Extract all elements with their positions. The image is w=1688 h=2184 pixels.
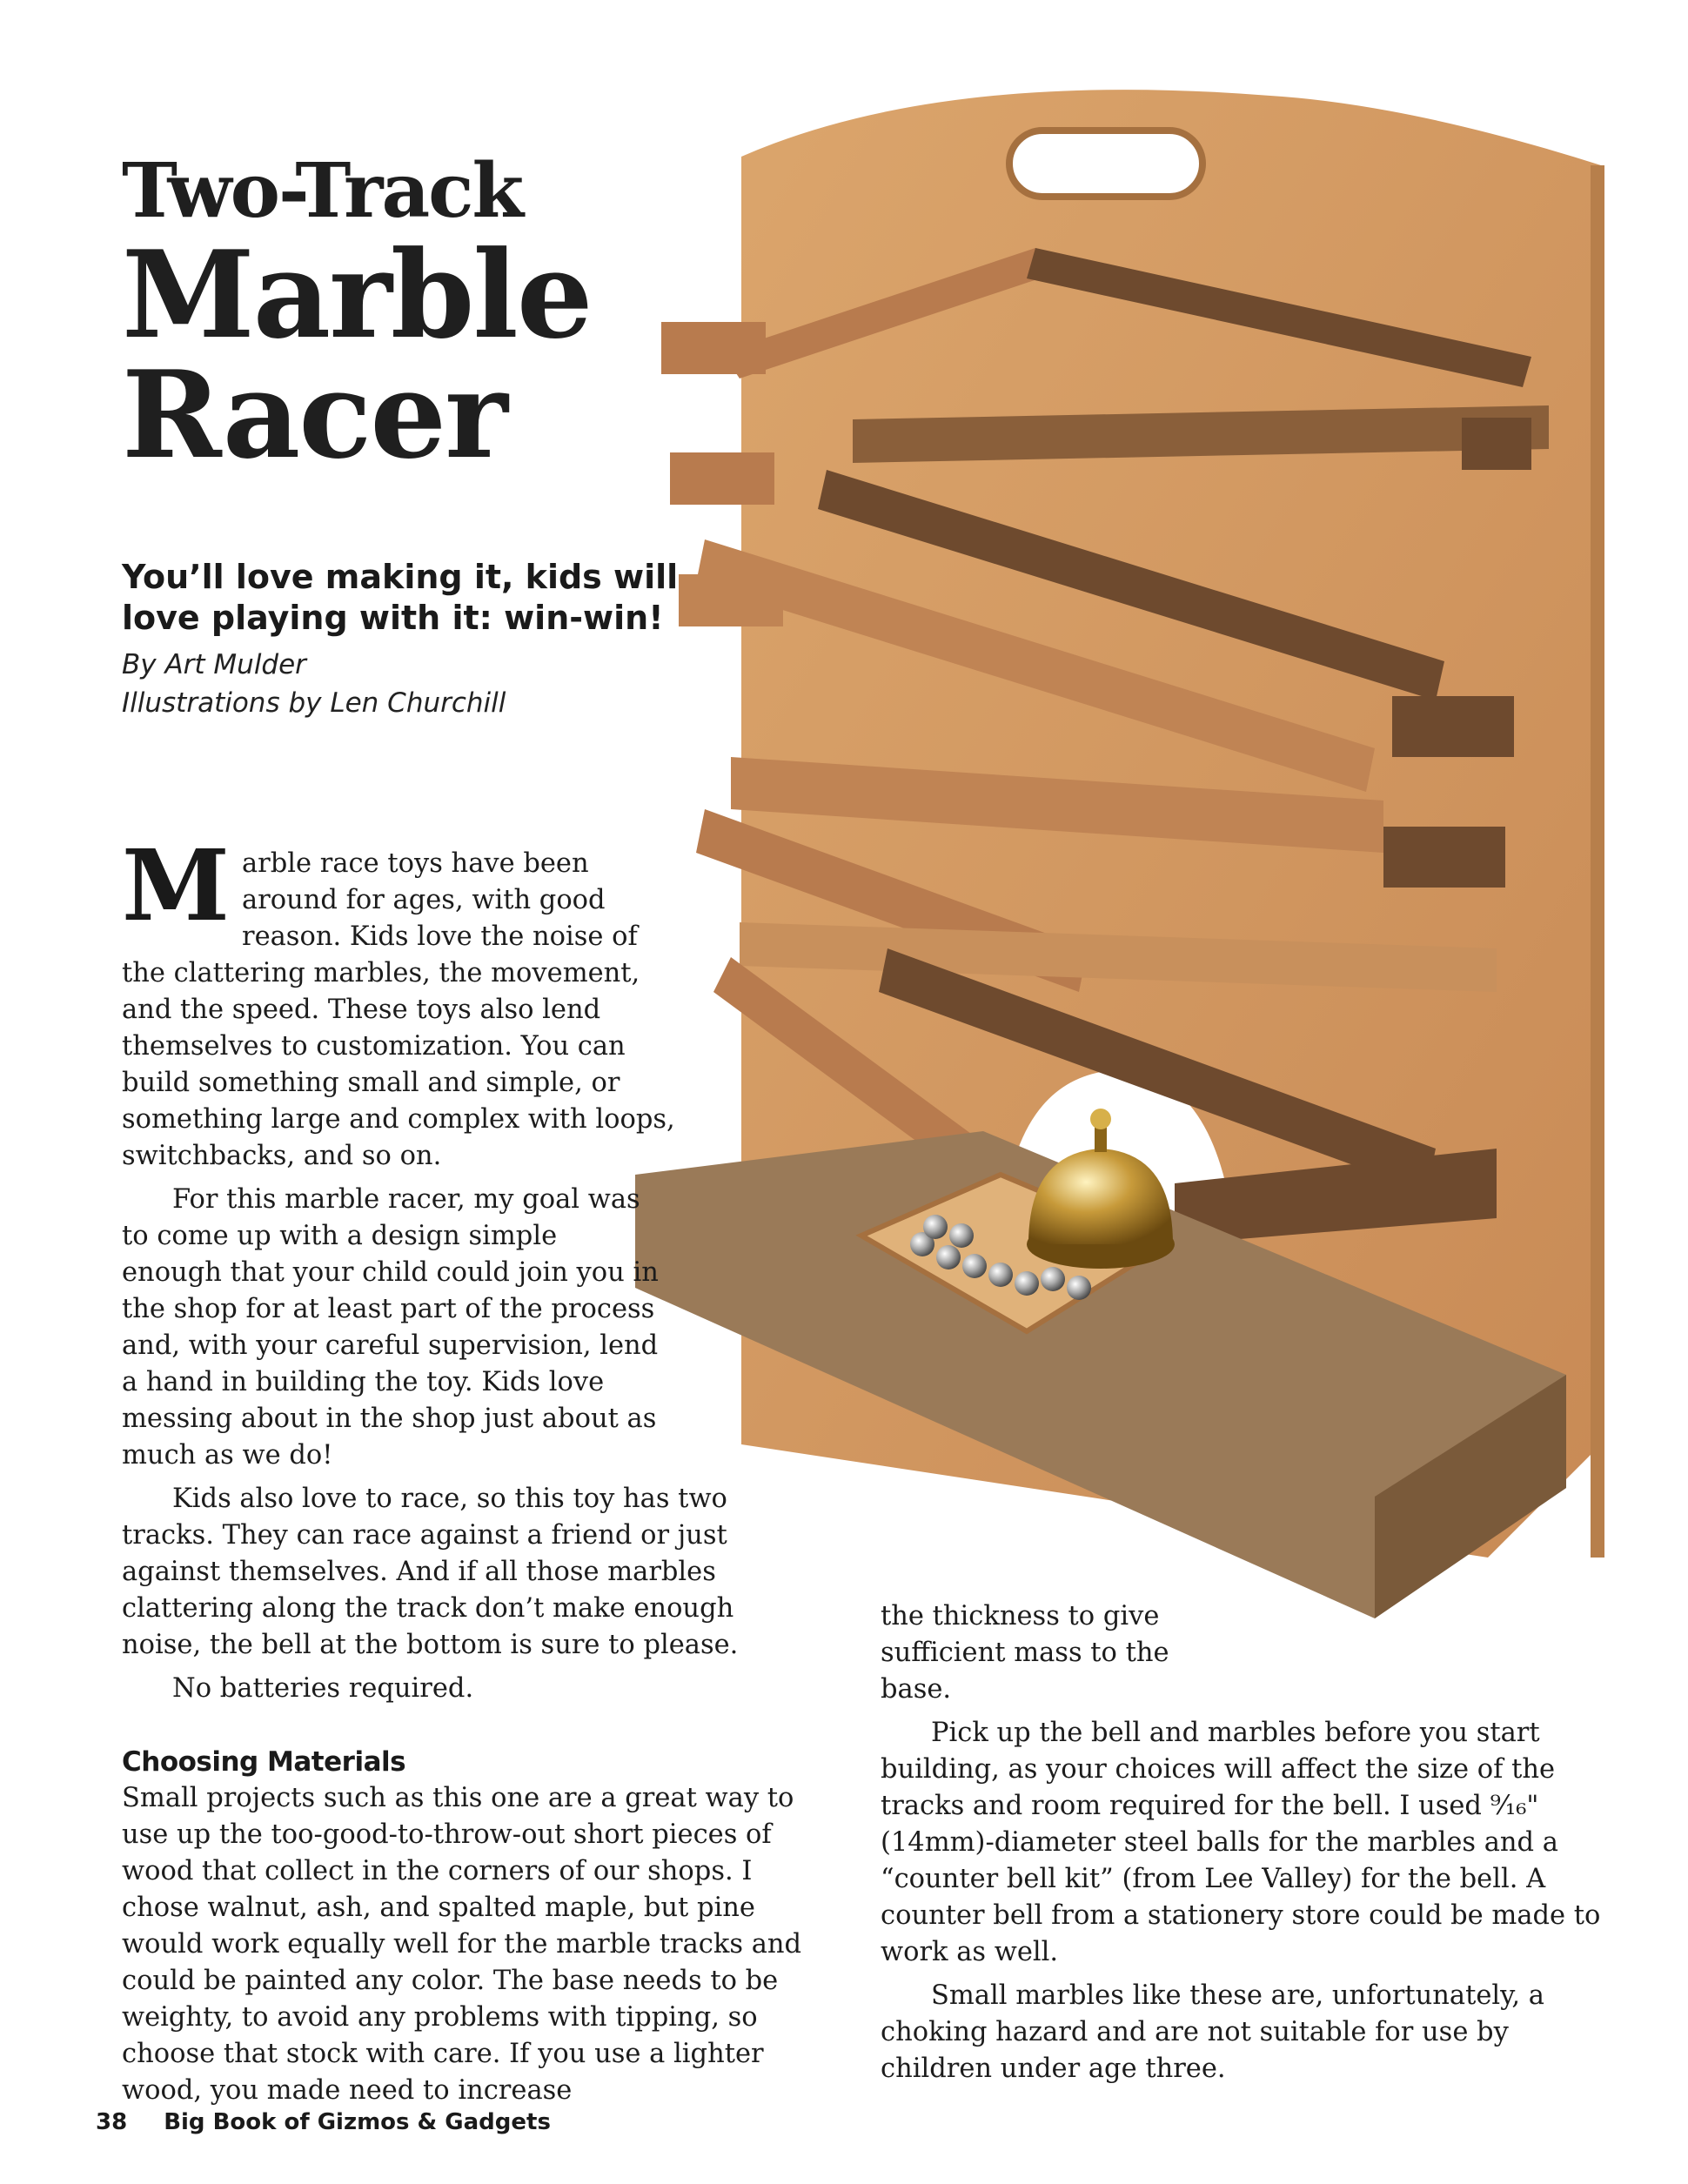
book-title: Big Book of Gizmos & Gadgets [164,2109,551,2135]
column-left [122,829,835,2116]
page-number: 38 [96,2109,128,2135]
paragraph-intro [122,829,679,1175]
illustrator-byline: Illustrations by Len Churchill [122,687,506,719]
paragraph-bell: Pick up the bell and marbles before you start building, as your choices will affect the size of the tracks and room required for the bell. I used ⁹⁄₁₆" (14mm)-diameter steel balls for the marbles and a “counter bell kit” (from Lee Valley) for the bell. A counter bell from a stationery store could be made to work as well. [881,1718,1601,1967]
article-deck: You’ll love making it, kids will love playing with it: win-win! [122,558,679,637]
paragraph-intro-text: arble race toys have been around for ages, with good reason. Kids love the noise of the clattering marbles, the movement, and the speed. These toys also lend themselves to customization. You can build something small and simple, or something large and complex with loops, switchbacks, and so on. [122,848,675,1171]
article-title [122,147,592,486]
paragraph-race: Kids also love to race, so this toy has two tracks. They can race against a friend or just against themselves. And if all those marbles clattering along the track don’t make enough noise, the bell at the bottom is sure to please. [122,1484,739,1660]
title-line-1: Two-Track [122,147,523,235]
handle-slot [1009,131,1202,197]
page-footer [96,2109,551,2135]
section-heading: Choosing Materials [122,1746,406,1778]
title-line-3: Racer [122,344,506,486]
paragraph-materials: Small projects such as this one are a great way to use up the too-good-to-throw-out short pieces of wood that collect in the corners of our shops. I chose walnut, ash, and spalted maple, but pine would work equally well for the marble tracks and could be painted any color. The base needs to be weighty, to avoid any problems with tipping, so choose that stock with care. If you use a lighter wood, you made need to increase [122,1783,802,2106]
paragraph-base-mass: the thickness to give sufficient mass to the base. [881,1601,1169,1705]
paragraph-batteries: No batteries required. [172,1673,474,1704]
title-line-2: Marble [122,224,592,365]
paragraph-hazard: Small marbles like these are, unfortunately, a choking hazard and are not suitable for use by children under age three. [881,1980,1544,2084]
column-right [881,1598,1611,2094]
board-edge [1591,165,1604,1558]
drop-cap: M [122,829,230,943]
author-byline: By Art Mulder [122,649,306,680]
paragraph-goal: For this marble racer, my goal was to come up with a design simple enough that your child could join you in the shop for at least part of the process and, with your careful supervision, lend a hand in building the toy. Kids love messing about in the shop just about as much as we do! [122,1184,659,1471]
